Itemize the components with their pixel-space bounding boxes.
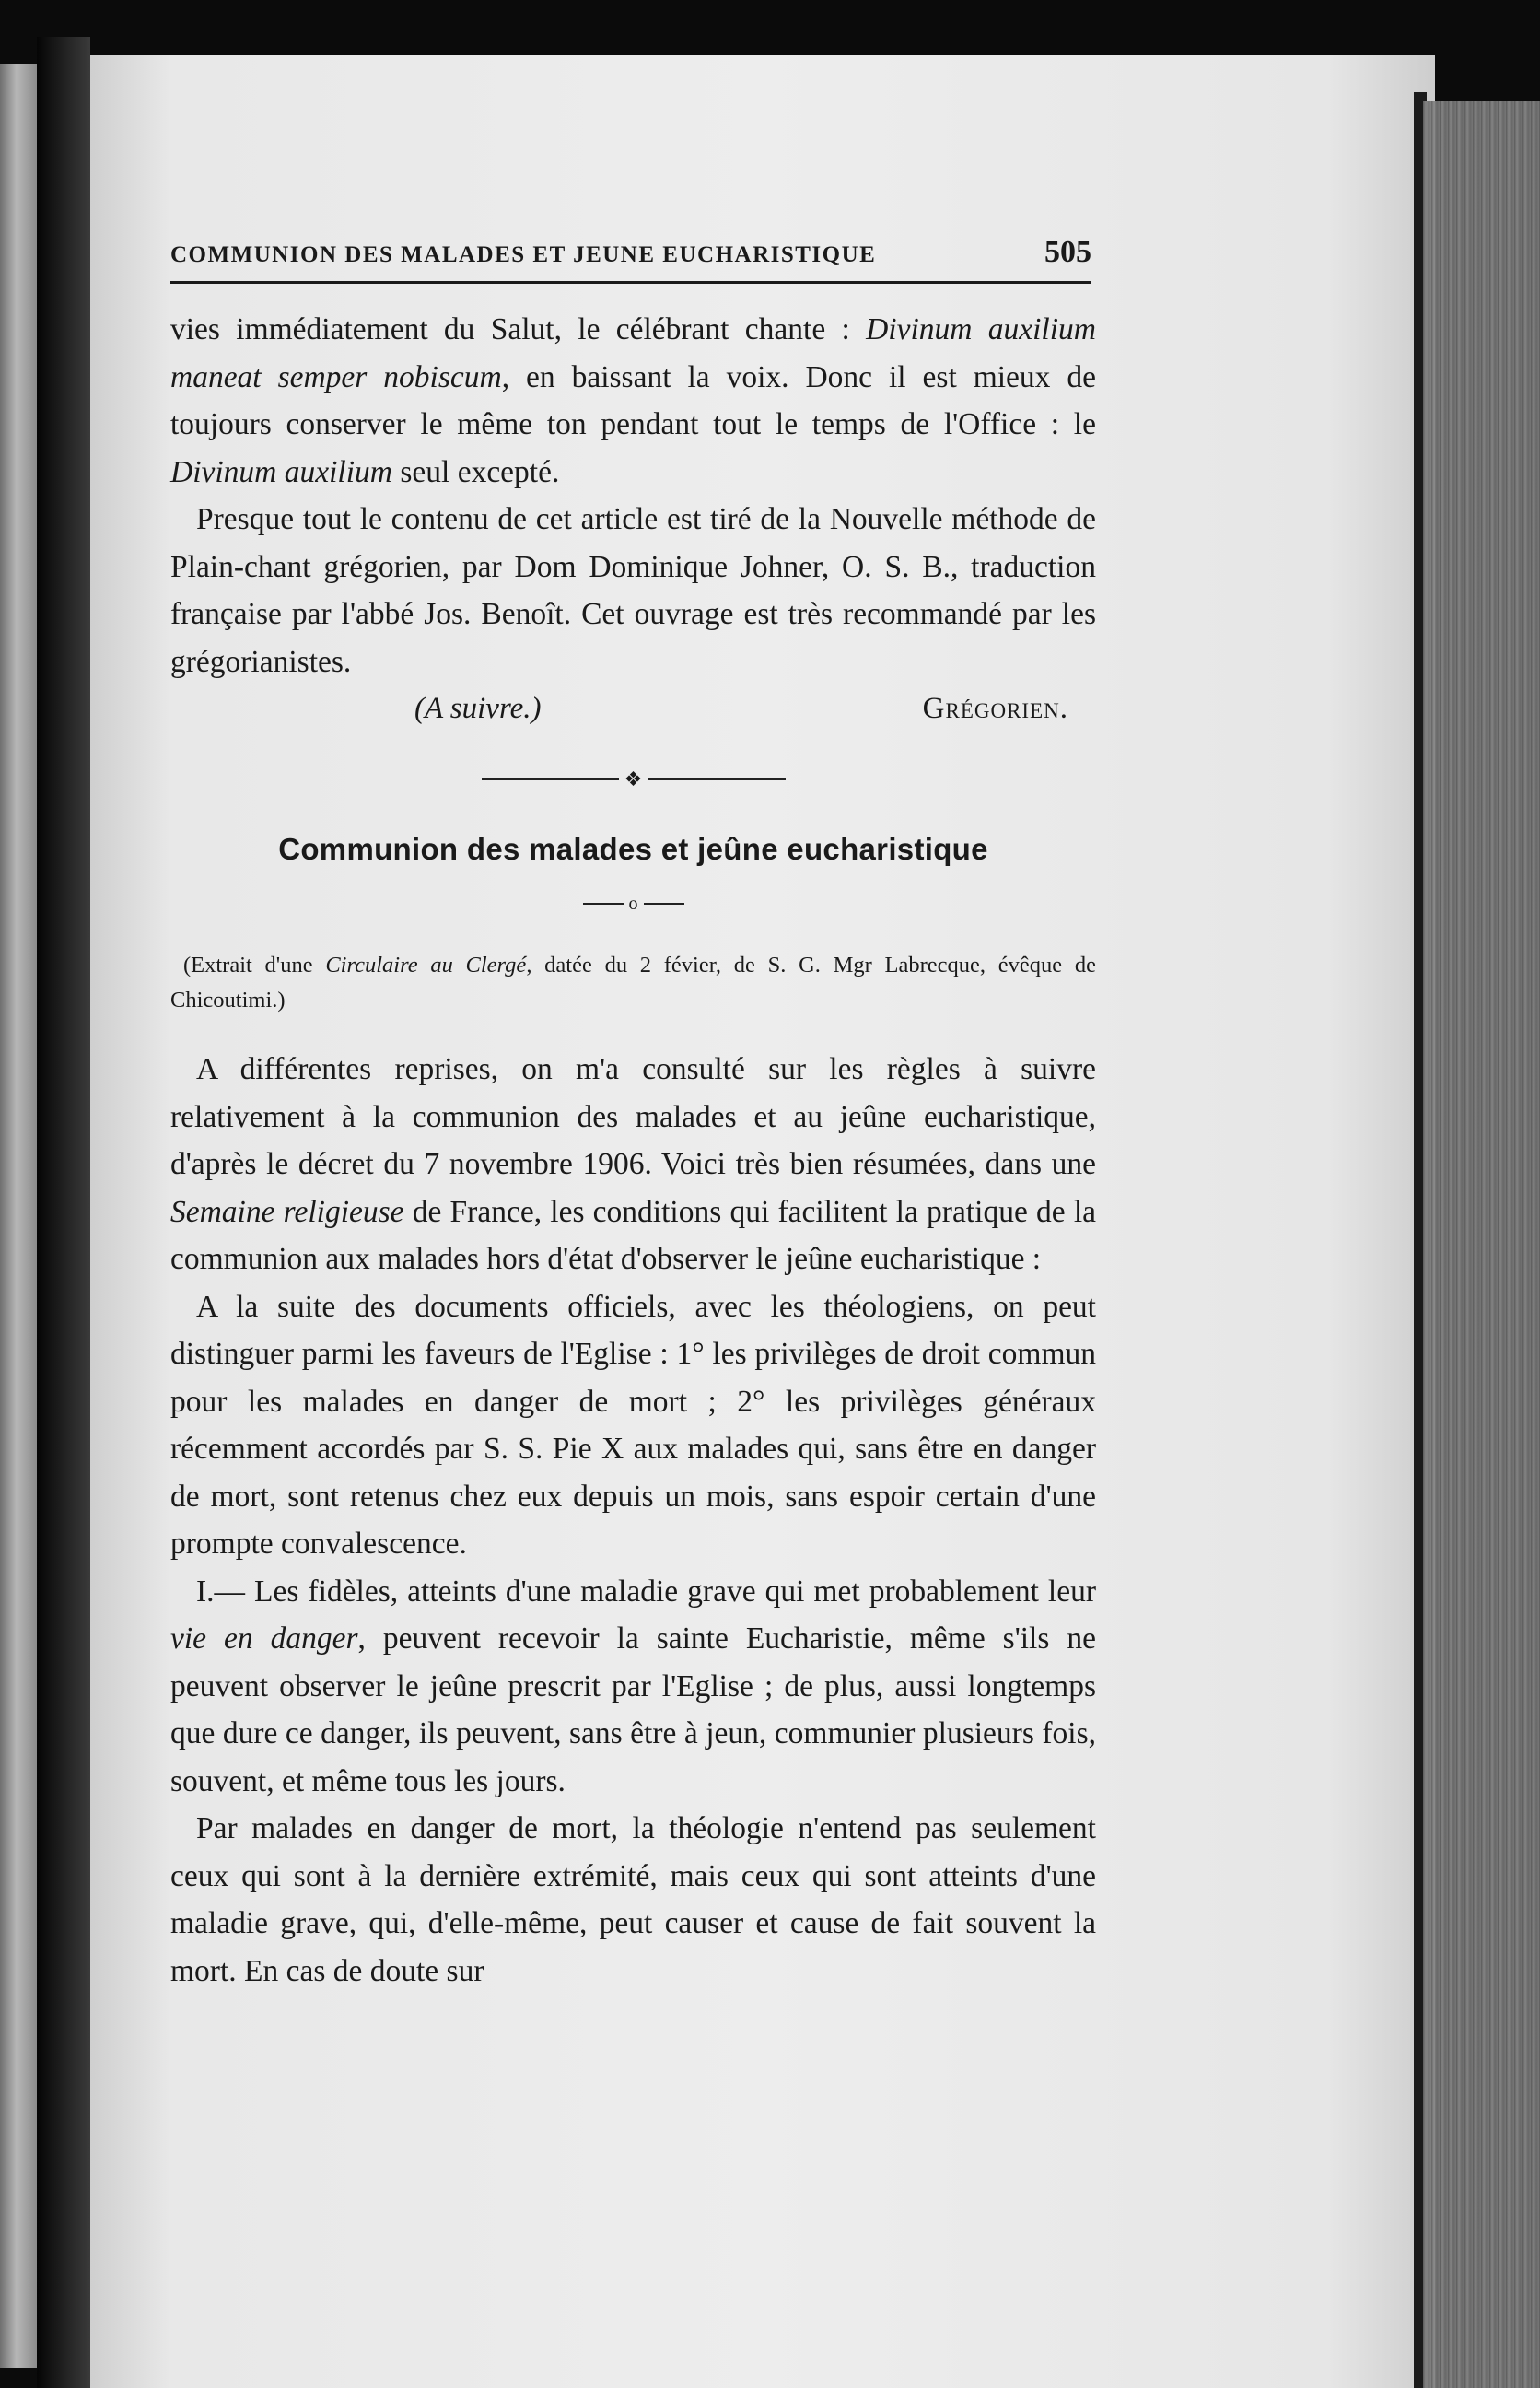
continued-article [170, 306, 1096, 685]
ornamental-separator [482, 769, 786, 790]
article-title: Communion des malades et jeûne eucharistique [278, 832, 988, 866]
article-paragraph-1 [170, 1046, 1096, 1283]
article-paragraph-4: Par malades en danger de mort, la théologie n'entend pas seulement ceux qui sont à la dernière extrémité, mais ceux qui sont atteints d'une maladie grave, qui, d'elle-même, peut causer et cause de fait souvent la mort. En cas de doute sur [170, 1811, 1096, 1988]
latin-phrase: Divinum auxilium maneat semper nobiscum [170, 312, 1096, 394]
rule-line [644, 903, 684, 905]
italic-phrase: vie en danger [170, 1621, 358, 1656]
separator-mark: o [628, 894, 638, 914]
continued-paragraph-2: Presque tout le contenu de cet article est tiré de la Nouvelle méthode de Plain-chant grégorien, par Dom Dominique Johner, O. S. B., traduction française par l'abbé Jos. Benoît. Cet ouvrage est très recommandé par les grégorianistes. [170, 502, 1096, 679]
to-be-continued: (A suivre.) [414, 692, 542, 725]
text-run: (Extrait d'une [183, 953, 326, 977]
text-run: seul excepté. [391, 454, 560, 489]
latin-phrase: Divinum auxilium [170, 454, 392, 489]
article-body [170, 1046, 1096, 1995]
rule-line [482, 778, 619, 780]
author-signature: Grégorien. [922, 692, 1068, 725]
running-head [170, 235, 1091, 284]
text-run: , en baissant la voix. Donc il est mieux de toujours conserver le même ton pendant tout le temps de l'Office : le [170, 359, 1096, 441]
text-run: A différentes reprises, on m'a consulté sur les règles à suivre relativement à la communion des malades et au jeûne eucharistique, d'après le décret du 7 novembre 1906. Voici très bien résumées, dans une [170, 1052, 1096, 1181]
text-run: vies immédiatement du Salut, le célébrant chante : [170, 312, 867, 346]
signature-line [170, 685, 1096, 732]
text-run: , peuvent recevoir la sainte Eucharistie, même s'ils ne peuvent observer le jeûne prescrit par l'Eglise ; de plus, aussi longtemps que dure ce danger, ils peuvent, sans être à jeun, communier plusieurs fois, souvent, et même tous les jours. [170, 1621, 1096, 1798]
book-gutter [37, 37, 90, 2388]
article-paragraph-2: A la suite des documents officiels, avec les théologiens, on peut distinguer parmi les faveurs de l'Eglise : 1° les privilèges de droit commun pour les malades en danger de mort ; 2° les privilèges généraux récemment accordés par S. S. Pie X aux malades qui, sans être en danger de mort, sont retenus chez eux depuis un mois, sans espoir certain d'une prompte convalescence. [170, 1289, 1096, 1561]
article-paragraph-3 [170, 1568, 1096, 1806]
text-run: , datée du 2 févier, de S. G. Mgr Labrecque, évêque de Chicoutimi.) [170, 953, 1096, 1013]
continued-paragraph-1 [170, 306, 1096, 496]
page-stack-edges [1423, 101, 1540, 2388]
rule-line [583, 903, 624, 905]
left-page-edge [0, 64, 37, 2368]
rule-line [648, 778, 785, 780]
text-run: I.— Les fidèles, atteints d'une maladie grave qui met probablement leur [196, 1574, 1096, 1609]
page-text-block [170, 235, 1096, 1995]
title-separator [583, 895, 684, 913]
running-head-title: COMMUNION DES MALADES ET JEUNE EUCHARISTIQUE [170, 242, 877, 267]
page-number: 505 [1044, 235, 1091, 269]
extract-note [170, 948, 1096, 1018]
italic-title: Circulaire au Clergé [325, 953, 527, 977]
text-run: de France, les conditions qui facilitent la pratique de la communion aux malades hors d'état d'observer le jeûne eucharistique : [170, 1194, 1096, 1276]
italic-title: Semaine religieuse [170, 1194, 404, 1229]
ornament-icon: ❖ [624, 767, 643, 790]
